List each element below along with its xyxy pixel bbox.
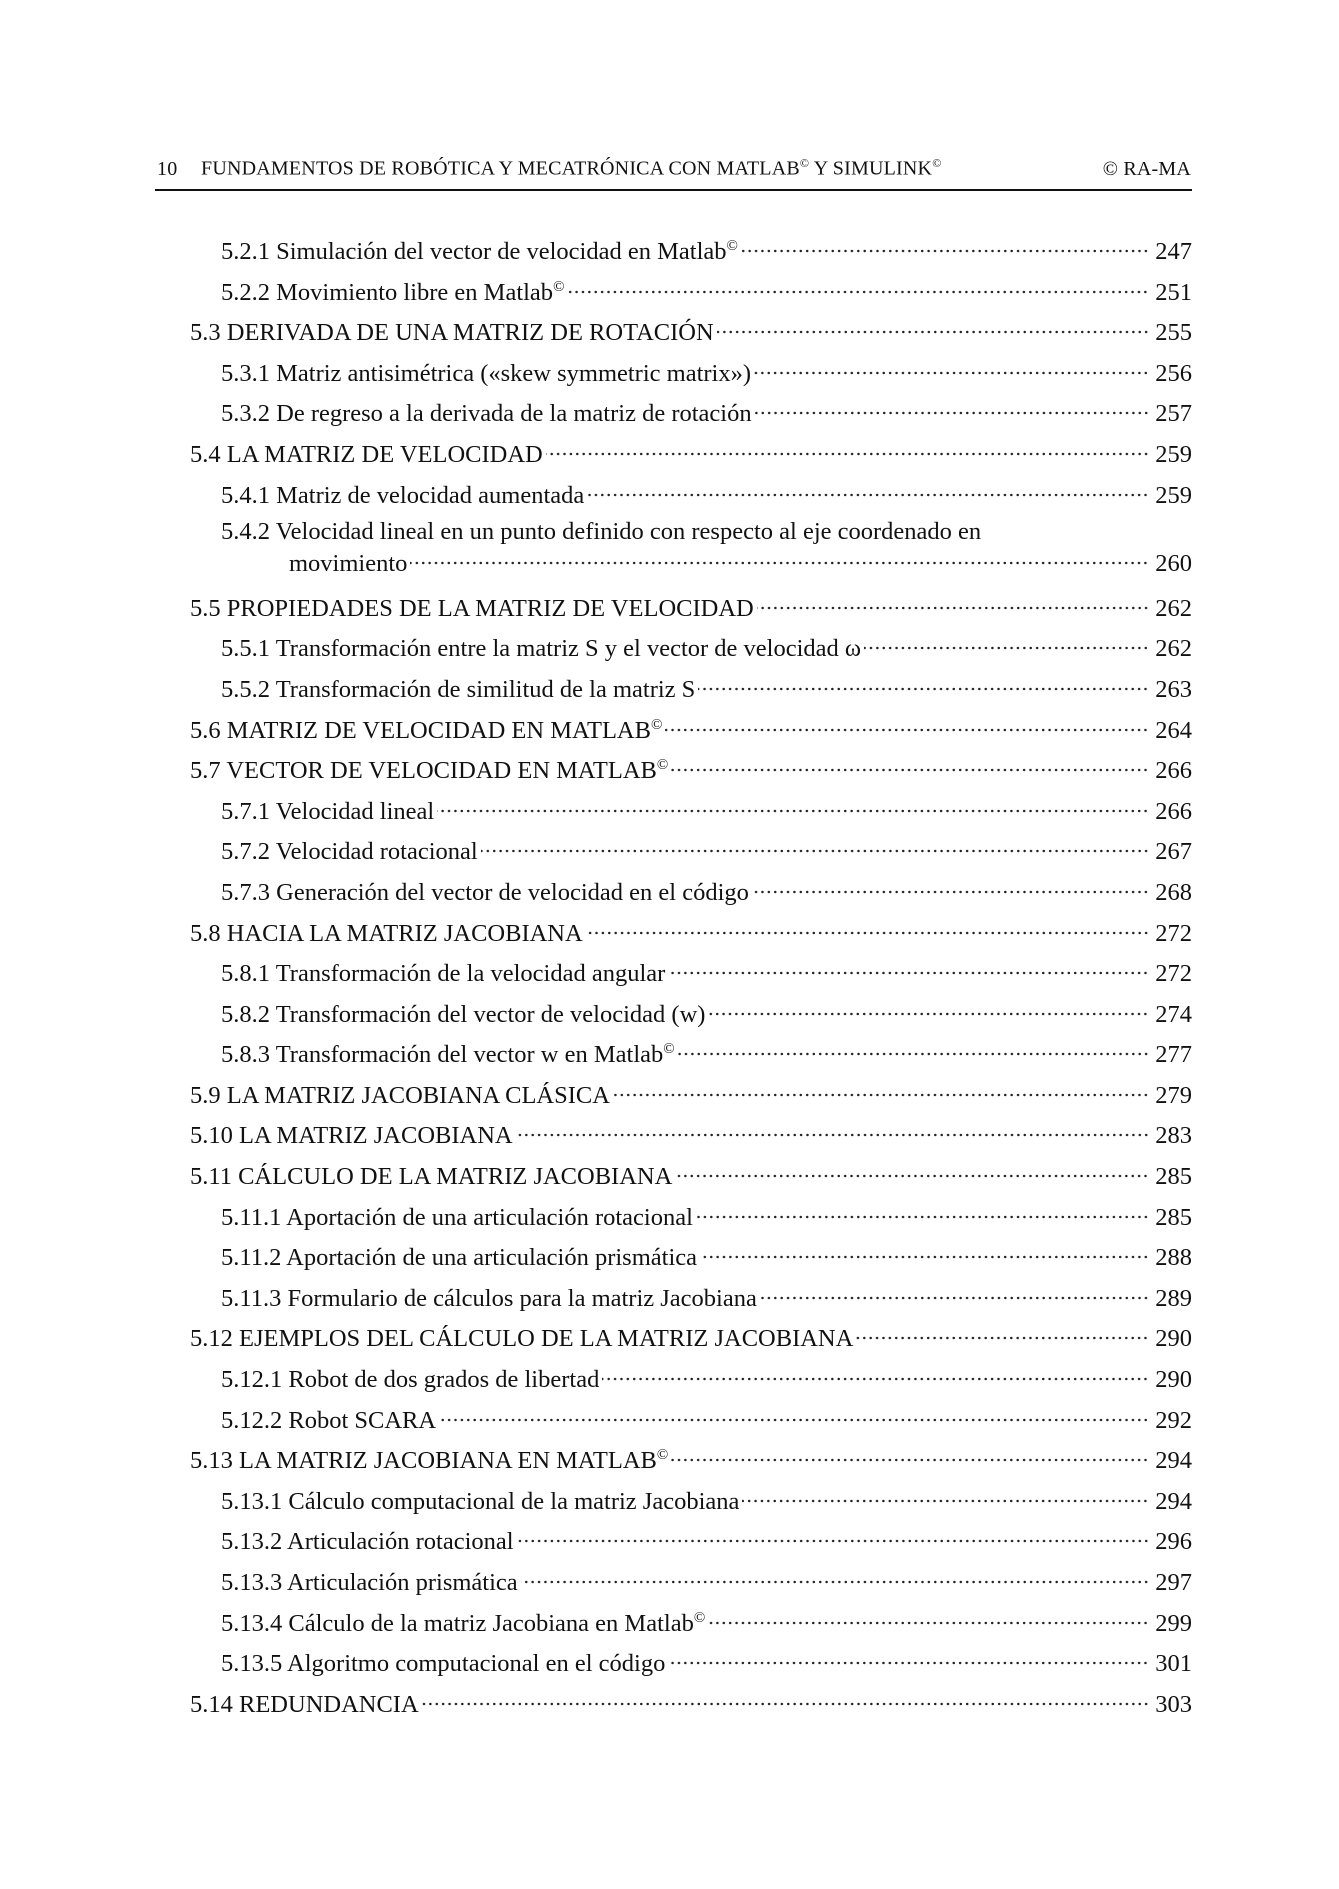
toc-subsection[interactable] xyxy=(221,232,1192,273)
dot-leader xyxy=(742,1499,1149,1503)
toc-subsection[interactable] xyxy=(221,792,1192,833)
dot-leader xyxy=(422,1702,1149,1706)
toc-entry-title xyxy=(221,954,665,995)
toc-entry-number: 5.5.1 xyxy=(221,635,270,663)
dot-leader xyxy=(567,290,1149,294)
toc-page-number: 262 xyxy=(1155,594,1192,622)
toc-entry-number: 5.14 xyxy=(190,1690,233,1718)
toc-subsection[interactable] xyxy=(221,1360,1192,1401)
dot-leader xyxy=(698,687,1149,691)
toc-page-number: 289 xyxy=(1155,1284,1192,1312)
toc-section[interactable] xyxy=(190,1076,1192,1117)
dot-leader xyxy=(602,1377,1149,1381)
dot-leader xyxy=(516,1133,1149,1137)
toc-entry-title xyxy=(190,914,583,955)
toc-subsection[interactable] xyxy=(221,273,1192,314)
toc-entry-text: Robot SCARA xyxy=(288,1406,437,1434)
copyright-mark: © xyxy=(799,156,810,170)
toc-page-number: 279 xyxy=(1155,1081,1192,1109)
toc-entry-text: Transformación del vector w en Matlab xyxy=(275,1041,664,1069)
toc-entry-title xyxy=(190,1116,513,1157)
toc-subsection[interactable] xyxy=(221,1563,1192,1604)
copyright-mark: © xyxy=(553,278,565,295)
dot-leader xyxy=(675,1174,1149,1178)
toc-entry-title xyxy=(221,1035,675,1076)
toc-subsection[interactable] xyxy=(221,995,1192,1036)
toc-entry-title xyxy=(190,589,754,630)
toc-subsection[interactable] xyxy=(221,394,1192,435)
toc-page-number: 292 xyxy=(1155,1406,1192,1434)
book-title-text: FUNDAMENTOS DE ROBÓTICA Y MECATRÓNICA CON MATLAB xyxy=(201,157,800,180)
toc-entry-title xyxy=(190,751,668,792)
toc-subsection[interactable] xyxy=(221,1522,1192,1563)
toc-entry-title xyxy=(221,1238,697,1279)
toc-entry-text: LA MATRIZ JACOBIANA EN MATLAB xyxy=(239,1447,657,1475)
toc-page-number: 255 xyxy=(1155,319,1192,347)
toc-entry-text: Aportación de una articulación prismática xyxy=(286,1244,698,1272)
toc-page-number: 296 xyxy=(1155,1528,1192,1556)
toc-section[interactable] xyxy=(190,1685,1192,1726)
toc-subsection[interactable] xyxy=(221,1035,1192,1076)
dot-leader xyxy=(521,1580,1149,1584)
toc-section[interactable] xyxy=(190,435,1192,476)
dot-leader xyxy=(517,1539,1149,1543)
dot-leader xyxy=(696,1215,1149,1219)
running-header xyxy=(157,156,1191,188)
toc-entry-number: 5.5 xyxy=(190,594,221,622)
toc-section[interactable] xyxy=(190,1116,1192,1157)
dot-leader xyxy=(678,1052,1149,1056)
toc-entry-title xyxy=(221,518,981,545)
toc-entry-text: Velocidad lineal xyxy=(275,797,435,825)
toc-page-number: 294 xyxy=(1155,1447,1192,1475)
toc-entry-number: 5.7 xyxy=(190,757,221,785)
toc-entry-number: 5.3.1 xyxy=(221,359,270,387)
toc-entry-title xyxy=(190,711,662,752)
dot-leader xyxy=(481,849,1149,853)
dot-leader xyxy=(546,452,1149,456)
toc-subsection[interactable] xyxy=(221,832,1192,873)
toc-entry-number: 5.4 xyxy=(190,440,221,468)
toc-page-number: 251 xyxy=(1155,278,1192,306)
toc-entry-number: 5.7.2 xyxy=(221,838,270,866)
toc-entry-title xyxy=(221,792,434,833)
toc-entry-number: 5.12 xyxy=(190,1325,233,1353)
toc-page-number: 256 xyxy=(1155,359,1192,387)
toc-page-number: 288 xyxy=(1155,1244,1192,1272)
toc-entry-title xyxy=(190,313,714,354)
toc-entry-number: 5.4.2 xyxy=(221,518,270,546)
toc-subsection[interactable] xyxy=(221,476,1192,517)
dot-leader xyxy=(439,1418,1149,1422)
toc-entry-number: 5.2.2 xyxy=(221,278,270,306)
toc-section[interactable] xyxy=(190,1441,1192,1482)
copyright-mark: © xyxy=(726,237,738,254)
toc-entry-number: 5.13.3 xyxy=(221,1569,283,1596)
toc-entry-title xyxy=(221,670,695,711)
toc-entry-number: 5.7.3 xyxy=(221,878,270,906)
dot-leader xyxy=(665,728,1149,732)
toc-page-number: 259 xyxy=(1155,481,1192,509)
toc-entry-title xyxy=(221,232,738,273)
toc-entry-title xyxy=(221,1198,693,1239)
toc-page-number: 267 xyxy=(1155,838,1192,866)
toc-subsection[interactable] xyxy=(221,873,1192,914)
dot-leader xyxy=(708,1621,1149,1625)
toc-page-number: 290 xyxy=(1155,1325,1192,1353)
toc-page-number: 272 xyxy=(1155,919,1192,947)
toc-entry-text: LA MATRIZ DE VELOCIDAD xyxy=(226,440,543,468)
dot-leader xyxy=(760,1296,1149,1300)
toc-entry-number: 5.12.1 xyxy=(221,1366,283,1394)
dot-leader xyxy=(671,768,1149,772)
toc-entry-text: Transformación de similitud de la matriz S xyxy=(275,675,696,703)
toc-page-number: 277 xyxy=(1155,1041,1192,1069)
toc-entry-number: 5.11 xyxy=(190,1163,232,1191)
toc-page-number: 266 xyxy=(1155,797,1192,825)
toc-entry-number: 5.4.1 xyxy=(221,481,270,509)
toc-section[interactable] xyxy=(190,751,1192,792)
toc-entry-text: De regreso a la derivada de la matriz de rotación xyxy=(276,400,752,428)
copyright-mark: © xyxy=(656,756,669,773)
toc-page-number: 260 xyxy=(1155,550,1192,578)
toc-entry-title xyxy=(221,832,478,873)
toc-entry-number: 5.5.2 xyxy=(221,675,270,703)
toc-entry-title xyxy=(221,1563,518,1604)
copyright-mark: © xyxy=(693,1609,706,1626)
toc-page-number: 285 xyxy=(1155,1163,1192,1191)
toc-subsection[interactable] xyxy=(221,1482,1192,1523)
toc-section[interactable] xyxy=(190,313,1192,354)
toc-entry-title xyxy=(221,1279,757,1320)
toc-entry-title xyxy=(190,435,543,476)
toc-entry-text: Articulación rotacional xyxy=(287,1528,514,1556)
toc-subsection[interactable] xyxy=(221,629,1192,670)
toc-entry-title xyxy=(221,476,584,517)
copyright-mark: © xyxy=(656,1447,669,1464)
toc-subsection[interactable] xyxy=(221,954,1192,995)
toc-section[interactable] xyxy=(190,711,1192,752)
toc-page-number: 259 xyxy=(1155,440,1192,468)
toc-entry-number: 5.11.3 xyxy=(221,1284,282,1312)
toc-subsection[interactable] xyxy=(221,1198,1192,1239)
dot-leader xyxy=(741,249,1149,253)
toc-entry-text: Aportación de una articulación rotacional xyxy=(286,1203,693,1231)
copyright-mark: © xyxy=(663,1041,675,1058)
toc-page-number: 268 xyxy=(1155,878,1192,906)
toc-subsection[interactable] xyxy=(221,1604,1192,1645)
toc-entry-title xyxy=(190,1157,672,1198)
toc-entry-text: VECTOR DE VELOCIDAD EN MATLAB xyxy=(226,757,657,785)
page-number: 10 xyxy=(157,157,178,180)
toc-entry-number: 5.6 xyxy=(190,716,221,744)
toc-entry-text: Cálculo computacional de la matriz Jacobiana xyxy=(288,1487,740,1515)
toc-entry-title xyxy=(221,1360,599,1401)
dot-leader xyxy=(700,1255,1149,1259)
toc-entry-text: Matriz antisimétrica («skew symmetric matrix») xyxy=(276,359,752,387)
toc-entry-number: 5.8.3 xyxy=(221,1041,270,1069)
toc-entry-title xyxy=(221,1522,514,1563)
toc-entry-text: PROPIEDADES DE LA MATRIZ DE VELOCIDAD xyxy=(226,594,754,622)
toc-entry-text: HACIA LA MATRIZ JACOBIANA xyxy=(226,919,583,947)
toc-entry-text: Formulario de cálculos para la matriz Jacobiana xyxy=(287,1284,757,1312)
toc-entry-title xyxy=(221,629,861,670)
dot-leader xyxy=(754,371,1149,375)
toc-entry-number: 5.13 xyxy=(190,1447,233,1475)
toc-page-number: 274 xyxy=(1155,1000,1192,1028)
toc-entry-number: 5.9 xyxy=(190,1081,221,1109)
dot-leader xyxy=(752,890,1149,894)
toc-entry-title xyxy=(190,1685,419,1726)
toc-page-number: 264 xyxy=(1155,716,1192,744)
toc-entry-text: REDUNDANCIA xyxy=(239,1690,419,1718)
toc-entry-title xyxy=(221,1482,739,1523)
toc-entry-title xyxy=(190,1441,668,1482)
dot-leader xyxy=(437,809,1149,813)
toc-entry-title xyxy=(221,394,752,435)
toc-entry-text: Generación del vector de velocidad en el código xyxy=(276,878,749,906)
toc-entry-text: MATRIZ DE VELOCIDAD EN MATLAB xyxy=(226,716,651,744)
toc-subsection[interactable] xyxy=(221,1401,1192,1442)
toc-page-number: 297 xyxy=(1155,1569,1192,1596)
toc-entry-number: 5.3.2 xyxy=(221,400,270,428)
toc-page-number: 262 xyxy=(1155,635,1192,663)
toc-entry-title xyxy=(221,1604,705,1645)
book-title xyxy=(201,156,1103,181)
toc-entry-title xyxy=(221,873,749,914)
dot-leader xyxy=(668,1661,1149,1665)
dot-leader xyxy=(708,1012,1149,1016)
toc-entry-text: Simulación del vector de velocidad en Matlab xyxy=(276,238,727,265)
toc-subsection[interactable] xyxy=(221,1238,1192,1279)
toc-entry-title xyxy=(221,1644,665,1685)
dot-leader xyxy=(864,646,1149,650)
toc-entry-number: 5.7.1 xyxy=(221,797,270,825)
toc-page-number: 263 xyxy=(1155,675,1192,703)
toc-entry-title xyxy=(221,1401,436,1442)
toc-section[interactable] xyxy=(190,1319,1192,1360)
dot-leader xyxy=(717,330,1149,334)
toc-entry-text: LA MATRIZ JACOBIANA xyxy=(239,1122,513,1150)
toc-entry-number: 5.2.1 xyxy=(221,238,270,265)
toc-section[interactable] xyxy=(190,914,1192,955)
toc-page-number: 283 xyxy=(1155,1122,1192,1150)
toc-entry-number: 5.13.4 xyxy=(221,1609,283,1637)
toc-entry-text: DERIVADA DE UNA MATRIZ DE ROTACIÓN xyxy=(226,319,714,347)
toc-entry-text: EJEMPLOS DEL CÁLCULO DE LA MATRIZ JACOBIANA xyxy=(239,1325,854,1353)
toc-page-number: 247 xyxy=(1155,238,1192,265)
toc-entry-number: 5.11.1 xyxy=(221,1203,282,1231)
toc-entry-text: Movimiento libre en Matlab xyxy=(276,278,554,306)
toc-page-number: 266 xyxy=(1155,757,1192,785)
toc-entry-number: 5.8 xyxy=(190,919,221,947)
toc-entry-continuation: movimiento xyxy=(289,550,408,578)
dot-leader xyxy=(587,493,1149,497)
toc-entry-text: Cálculo de la matriz Jacobiana en Matlab xyxy=(288,1609,694,1637)
toc-page-number: 299 xyxy=(1155,1609,1192,1637)
toc-subsection[interactable] xyxy=(221,516,1192,589)
toc-entry-text: Transformación de la velocidad angular xyxy=(275,960,666,988)
dot-leader xyxy=(856,1336,1149,1340)
toc-section[interactable] xyxy=(190,589,1192,630)
toc-subsection[interactable] xyxy=(221,670,1192,711)
header-rule xyxy=(155,189,1192,191)
copyright-mark: © xyxy=(932,156,942,170)
toc-entry-text: Robot de dos grados de libertad xyxy=(288,1366,600,1394)
toc-entry-number: 5.3 xyxy=(190,319,221,347)
toc-entry-number: 5.13.2 xyxy=(221,1528,283,1556)
toc-page-number: 257 xyxy=(1155,400,1192,428)
toc-entry-number: 5.8.1 xyxy=(221,960,270,988)
toc-entry-title xyxy=(190,1076,610,1117)
dot-leader xyxy=(613,1093,1149,1097)
toc-entry-title xyxy=(221,354,751,395)
toc-entry-number: 5.11.2 xyxy=(221,1244,282,1272)
toc-entry-text: LA MATRIZ JACOBIANA CLÁSICA xyxy=(226,1081,610,1109)
toc-entry-text: Transformación entre la matriz S y el vector de velocidad ω xyxy=(275,635,862,663)
toc-entry-title xyxy=(190,1319,853,1360)
toc-page-number: 301 xyxy=(1155,1650,1192,1678)
book-title-mid: Y SIMULINK xyxy=(809,157,933,180)
toc-entry-text: Transformación del vector de velocidad (w) xyxy=(275,1000,706,1028)
table-of-contents xyxy=(0,232,1339,1725)
dot-leader xyxy=(757,606,1149,610)
toc-entry-number: 5.10 xyxy=(190,1122,233,1150)
toc-page-number: 285 xyxy=(1155,1203,1192,1231)
toc-entry-number: 5.8.2 xyxy=(221,1000,270,1028)
toc-page-number: 290 xyxy=(1155,1366,1192,1394)
toc-entry-number: 5.13.5 xyxy=(221,1650,283,1678)
toc-entry-text: Velocidad lineal en un punto definido con respecto al eje coordenado en xyxy=(275,518,982,546)
dot-leader xyxy=(668,971,1149,975)
toc-entry-text: Matriz de velocidad aumentada xyxy=(276,481,585,509)
toc-entry-text: Algoritmo computacional en el código xyxy=(287,1650,666,1678)
toc-page-number: 272 xyxy=(1155,960,1192,988)
toc-page-number: 294 xyxy=(1155,1487,1192,1515)
publisher: © RA-MA xyxy=(1102,157,1191,180)
toc-subsection[interactable] xyxy=(221,354,1192,395)
toc-page-number: 303 xyxy=(1155,1690,1192,1718)
copyright-mark: © xyxy=(650,716,663,733)
toc-entry-text: Articulación prismática xyxy=(287,1569,518,1596)
toc-subsection[interactable] xyxy=(221,1644,1192,1685)
toc-entry-text: Velocidad rotacional xyxy=(275,838,478,866)
dot-leader xyxy=(410,561,1149,565)
dot-leader xyxy=(586,931,1149,935)
toc-entry-title xyxy=(221,273,564,314)
toc-entry-text: CÁLCULO DE LA MATRIZ JACOBIANA xyxy=(238,1163,673,1191)
toc-entry-number: 5.12.2 xyxy=(221,1406,283,1434)
toc-entry-number: 5.13.1 xyxy=(221,1487,283,1515)
toc-entry-title xyxy=(221,995,705,1036)
toc-section[interactable] xyxy=(190,1157,1192,1198)
dot-leader xyxy=(671,1458,1149,1462)
toc-subsection[interactable] xyxy=(221,1279,1192,1320)
dot-leader xyxy=(755,411,1149,415)
